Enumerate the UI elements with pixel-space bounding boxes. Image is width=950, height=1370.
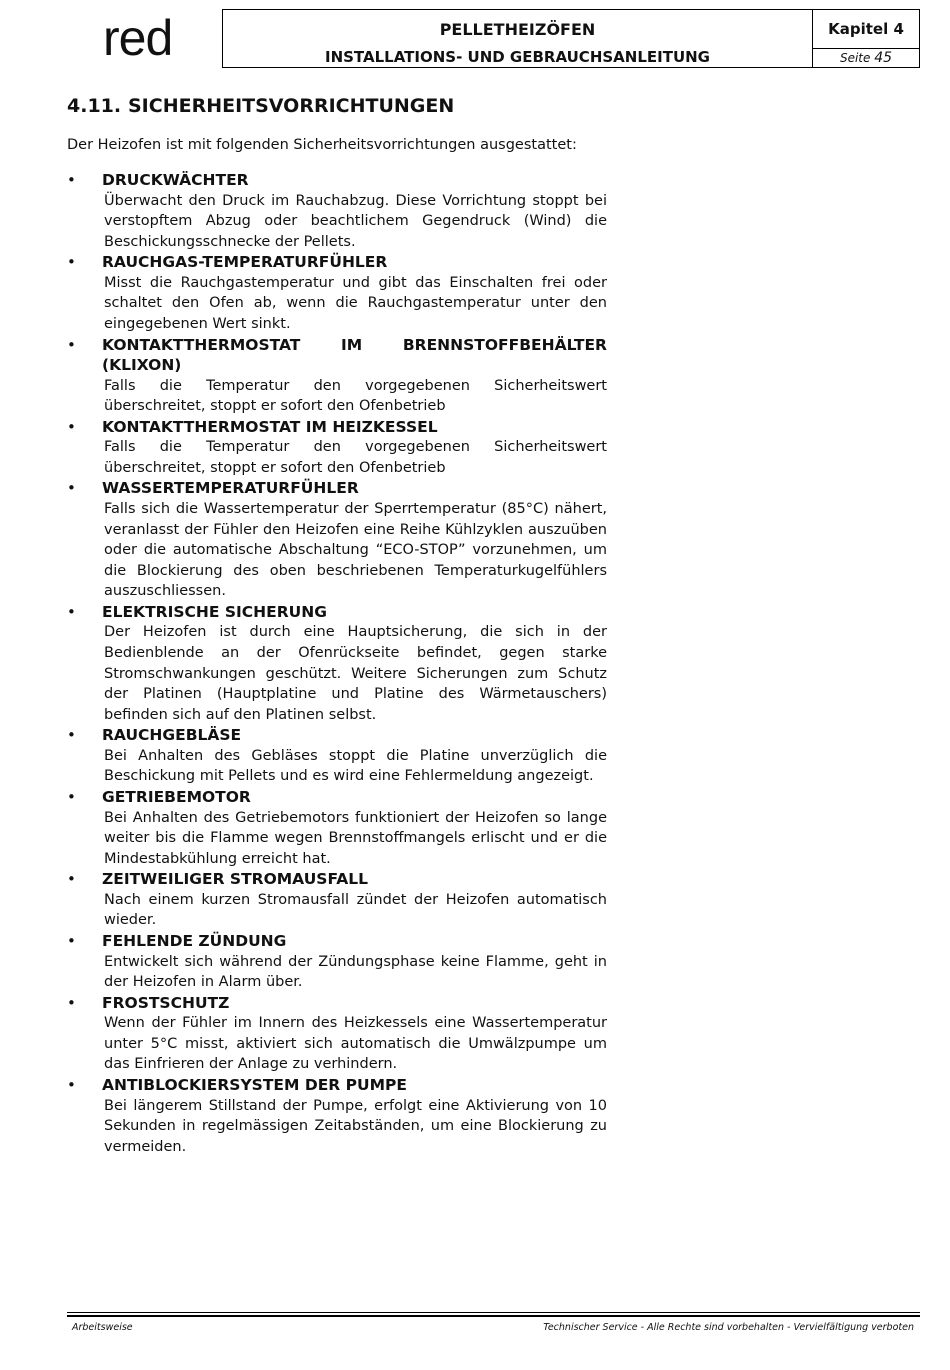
item-title: KONTAKTTHERMOSTAT IM HEIZKESSEL [102,417,438,436]
item-description: Falls sich die Wassertemperatur der Sperrtemperatur (85°C) nähert, veranlasst der Fühler den Heizofen eine Reihe Kühlzyklen auszuüben oder die automatische Abschaltung “ECO-STOP” vorzunehmen, um die Blockierung des oben beschriebenen Temperaturkugelfühlers auszuschliessen. [104,500,607,600]
page-header [222,9,920,68]
item-description: Falls die Temperatur den vorgegebenen Sicherheitswert überschreitet, stoppt er sofort den Ofenbetrieb [104,439,607,476]
bullet-icon: • [67,1076,76,1094]
bullet-icon: • [67,253,76,272]
list-item [67,417,607,479]
section-heading [67,94,454,118]
bullet-icon: • [67,171,76,189]
item-description: Bei längerem Stillstand der Pumpe, erfolgt eine Aktivierung von 10 Sekunden in regelmässigen Zeitabständen, um eine Blockierung zu vermeiden. [104,1097,607,1155]
item-description: Entwickelt sich während der Zündungsphase keine Flamme, geht in der Heizofen in Alarm über. [104,953,607,991]
footer-copyright: Technischer Service - Alle Rechte sind vorbehalten - Vervielfältigung verboten [543,1322,914,1333]
header-subtitle: INSTALLATIONS- UND GEBRAUCHSANLEITUNG [324,48,710,66]
item-title: WASSERTEMPERATURFÜHLER [102,479,359,498]
item-title: ANTIBLOCKIERSYSTEM DER PUMPE [102,1076,407,1094]
item-description: Überwacht den Druck im Rauchabzug. Diese Vorrichtung stoppt bei verstopftem Abzug oder beachtlichem Gegendruck (Wind) die Beschickungsschnecke der Pellets. [104,192,607,250]
footer-divider [67,1312,920,1313]
footer-section-label: Arbeitsweise [72,1322,133,1333]
section-number: 4.11. [67,95,122,117]
item-title: FEHLENDE ZÜNDUNG [102,932,287,951]
header-chapter-block [813,10,919,67]
item-description: Der Heizofen ist durch eine Hauptsicherung, die sich in der Bedienblende an der Ofenrückseite befindet, gegen starke Stromschwankungen geschützt. Weitere Sicherungen zum Schutz der Platinen (Hauptplatine und Platine des Wärmetauschers) befinden sich auf den Platinen selbst. [104,624,607,723]
list-item [67,335,607,417]
bullet-icon: • [67,788,76,807]
list-item [67,478,607,601]
item-title: ELEKTRISCHE SICHERUNG [102,602,327,621]
bullet-icon: • [67,335,76,354]
item-title: RAUCHGAS-TEMPERATURFÜHLER [102,253,388,272]
list-item [67,869,607,931]
header-title-block [223,10,813,67]
item-title: DRUCKWÄCHTER [102,171,249,189]
bullet-icon: • [67,602,76,621]
bullet-icon: • [67,479,76,498]
item-description: Bei Anhalten des Getriebemotors funktioniert der Heizofen so lange weiter bis die Flamme wegen Brennstoffmangels erlischt und er die Mindestabkühlung erreicht hat. [104,809,607,867]
intro-paragraph: Der Heizofen ist mit folgenden Sicherheitsvorrichtungen ausgestattet: [67,137,577,153]
list-item [67,602,607,725]
item-title: RAUCHGEBLÄSE [102,726,242,745]
item-title: KONTAKTTHERMOSTAT IM BRENNSTOFFBEHÄLTER (KLIXON) [102,335,607,375]
list-item [67,993,607,1075]
section-title: SICHERHEITSVORRICHTUNGEN [128,95,455,117]
item-description: Bei Anhalten des Gebläses stoppt die Platine unverzüglich die Beschickung mit Pellets und es wird eine Fehlermeldung angezeigt. [104,747,607,785]
bullet-icon: • [67,993,76,1012]
list-item [67,725,607,787]
page-label: Seite [839,51,871,65]
item-description: Wenn der Fühler im Innern des Heizkessels eine Wassertemperatur unter 5°C misst, aktiviert sich automatisch die Umwälzpumpe um das Einfrieren der Anlage zu verhindern. [104,1015,607,1073]
bullet-icon: • [67,726,76,745]
item-title: ZEITWEILIGER STROMAUSFALL [102,870,369,889]
chapter-label: Kapitel 4 [813,10,919,49]
list-item [67,1075,607,1157]
header-title: PELLETHEIZÖFEN [439,20,596,39]
list-item [67,170,607,252]
item-description: Falls die Temperatur den vorgegebenen Sicherheitswert überschreitet, stoppt er sofort den Ofenbetrieb [104,377,607,415]
bullet-icon: • [67,932,76,951]
safety-device-list [67,170,607,1157]
list-item [67,787,607,869]
page-number: 45 [874,50,893,66]
item-title: GETRIEBEMOTOR [102,788,251,807]
list-item [67,252,607,334]
item-title: FROSTSCHUTZ [102,993,230,1012]
item-description: Nach einem kurzen Stromausfall zündet der Heizofen automatisch wieder. [104,891,607,929]
footer-divider-thick [67,1315,920,1317]
page-indicator [813,49,919,67]
brand-logo: red [103,10,173,66]
list-item [67,931,607,993]
bullet-icon: • [67,870,76,889]
bullet-icon: • [67,417,76,436]
item-description: Misst die Rauchgastemperatur und gibt das Einschalten frei oder schaltet den Ofen ab, wenn die Rauchgastemperatur unter den eingegebenen Wert sinkt. [104,274,607,332]
